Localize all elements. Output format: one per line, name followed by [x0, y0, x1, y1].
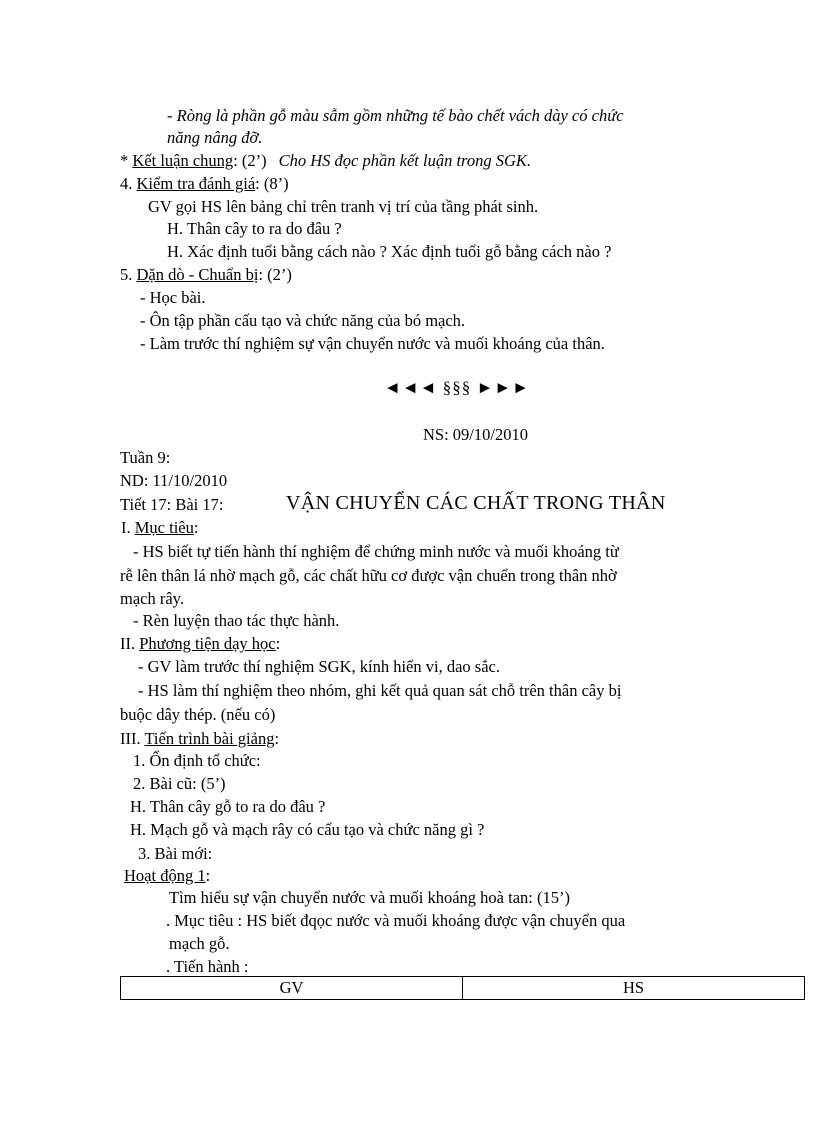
tien-trinh-line-4: H. Mạch gỗ và mạch rây có cấu tạo và chức năng gì ? — [130, 820, 485, 839]
gv-hs-table — [120, 976, 805, 1000]
muc-tieu-line-3: mạch rây. — [120, 589, 184, 608]
tuan: Tuần 9: — [120, 448, 171, 467]
hoat-dong-colon: : — [205, 866, 211, 885]
kiem-tra-num: 4. — [120, 174, 137, 193]
tien-trinh-line-3: H. Thân cây gỗ to ra do đâu ? — [130, 797, 326, 816]
section-separator: ◄◄◄ §§§ ►►► — [384, 378, 530, 397]
muc-tieu-num: I. — [121, 518, 135, 537]
tien-trinh-label: Tiến trình bài giảng — [144, 729, 275, 748]
phuong-tien-num: II. — [120, 634, 140, 653]
muc-tieu-colon: : — [193, 518, 199, 537]
hoat-dong-line-1: Tìm hiểu sự vận chuyển nước và muối khoáng hoà tan: (15’) — [169, 888, 570, 907]
table-header-row — [121, 977, 805, 1000]
dan-do-heading — [120, 265, 292, 285]
phuong-tien-line-2: - HS làm thí nghiệm theo nhóm, ghi kết quả quan sát chỗ trên thân cây bị — [138, 681, 622, 700]
ket-luan-chung — [120, 151, 531, 171]
phuong-tien-label: Phương tiện dạy học — [139, 634, 276, 653]
kiem-tra-time: : (8’) — [255, 174, 289, 193]
ket-luan-time: : (2’) — [233, 151, 267, 170]
rong-line-1: - Ròng là phần gỗ màu sẫm gồm những tế bào chết vách dày có chức — [167, 106, 624, 125]
tien-trinh-colon: : — [274, 729, 280, 748]
kiem-tra-gv: GV gọi HS lên bảng chỉ trên tranh vị trí của tầng phát sinh. — [148, 197, 539, 216]
tien-trinh-line-1: 1. Ổn định tổ chức: — [133, 751, 261, 770]
hoat-dong-line-2: . Mục tiêu : HS biết đqọc nước và muối khoáng được vận chuyển qua — [166, 911, 626, 930]
muc-tieu-line-1: - HS biết tự tiến hành thí nghiệm để chứng minh nước và muối khoáng từ — [133, 542, 619, 561]
hoat-dong-line-4: . Tiến hành : — [166, 957, 249, 976]
hoat-dong-label: Hoạt động 1 — [124, 866, 206, 885]
ngay-day: ND: 11/10/2010 — [120, 471, 228, 490]
dan-do-label: Dặn dò - Chuẩn bị — [136, 265, 259, 284]
tien-trinh-num: III. — [120, 729, 145, 748]
dan-do-item: - Ôn tập phần cấu tạo và chức năng của bó mạch. — [140, 311, 466, 330]
tiet-bai: Tiết 17: Bài 17: — [120, 495, 224, 514]
muc-tieu-heading — [121, 518, 198, 538]
tien-trinh-line-2: 2. Bài cũ: (5’) — [133, 774, 226, 793]
phuong-tien-heading — [120, 634, 280, 654]
dan-do-num: 5. — [120, 265, 137, 284]
muc-tieu-label: Mục tiêu — [134, 518, 194, 537]
table-header-gv: GV — [121, 977, 463, 1000]
kiem-tra-heading — [120, 174, 289, 194]
hoat-dong-heading — [124, 866, 210, 886]
tien-trinh-line-5: 3. Bài mới: — [138, 844, 213, 863]
hoat-dong-line-3: mạch gỗ. — [169, 934, 230, 953]
muc-tieu-line-2: rễ lên thân lá nhờ mạch gỗ, các chất hữu cơ được vận chuển trong thân nhờ — [120, 566, 617, 585]
dan-do-time: : (2’) — [258, 265, 292, 284]
ket-luan-star: * — [120, 151, 133, 170]
ket-luan-label: Kết luận chung — [132, 151, 234, 170]
kiem-tra-question-1: H. Thân cây to ra do đâu ? — [167, 219, 342, 238]
rong-line-2: năng nâng đỡ. — [167, 128, 263, 147]
dan-do-item: - Làm trước thí nghiệm sự vận chuyển nước và muối khoáng của thân. — [140, 334, 605, 353]
ngay-soan: NS: 09/10/2010 — [423, 425, 528, 444]
tien-trinh-heading — [120, 729, 279, 749]
kiem-tra-label: Kiểm tra đánh giá — [136, 174, 256, 193]
ket-luan-text: Cho HS đọc phần kết luận trong SGK. — [278, 151, 532, 170]
dan-do-item: - Học bài. — [140, 288, 206, 307]
kiem-tra-question-2: H. Xác định tuổi bằng cách nào ? Xác định tuổi gỗ bằng cách nào ? — [167, 242, 612, 261]
phuong-tien-line-3: buộc dây thép. (nếu có) — [120, 705, 276, 724]
muc-tieu-line-4: - Rèn luyện thao tác thực hành. — [133, 611, 340, 630]
table-header-hs: HS — [463, 977, 805, 1000]
lesson-title: VẬN CHUYỂN CÁC CHẤT TRONG THÂN — [286, 492, 666, 514]
phuong-tien-colon: : — [275, 634, 281, 653]
phuong-tien-line-1: - GV làm trước thí nghiệm SGK, kính hiển vi, dao sắc. — [138, 657, 500, 676]
